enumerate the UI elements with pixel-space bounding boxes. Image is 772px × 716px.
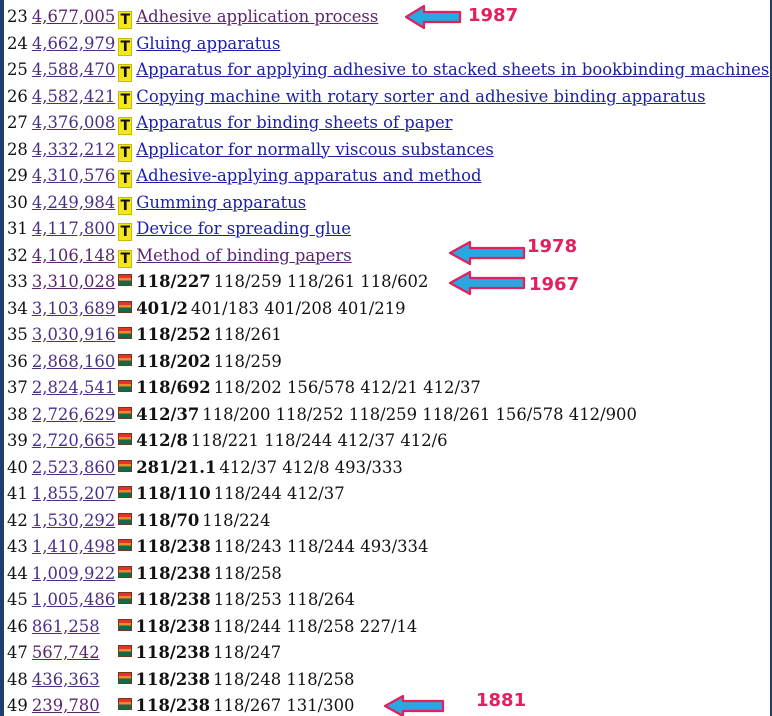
result-number: 24 — [7, 33, 28, 53]
image-document-icon[interactable] — [118, 645, 132, 657]
list-item — [7, 57, 769, 84]
list-item — [7, 31, 769, 58]
patent-title-link[interactable]: Apparatus for binding sheets of paper — [136, 113, 453, 132]
result-number: 31 — [7, 219, 28, 238]
other-classifications: 118/243 118/244 493/334 — [213, 537, 429, 556]
list-item — [7, 375, 769, 402]
patent-title-link[interactable]: Gumming apparatus — [136, 192, 307, 212]
text-document-icon[interactable]: T — [118, 64, 132, 82]
patent-number-link[interactable]: 1,009,922 — [31, 563, 116, 583]
patent-title-link[interactable]: Apparatus for applying adhesive to stacked sheets in bookbinding machines — [136, 60, 770, 79]
other-classifications: 412/37 412/8 493/333 — [219, 457, 403, 477]
patent-number-link[interactable]: 4,310,576 — [31, 166, 116, 185]
other-classifications: 118/224 — [202, 510, 271, 530]
image-document-icon[interactable] — [118, 672, 132, 684]
primary-classification: 412/8 — [136, 431, 188, 450]
result-number: 43 — [7, 537, 28, 556]
other-classifications: 118/259 — [213, 351, 282, 371]
other-classifications: 118/261 — [213, 325, 282, 344]
other-classifications: 401/183 401/208 401/219 — [190, 298, 406, 318]
image-document-icon[interactable] — [118, 592, 132, 604]
patent-title-link[interactable]: Gluing apparatus — [136, 33, 281, 53]
text-document-icon[interactable]: T — [118, 197, 132, 215]
result-number: 46 — [7, 616, 28, 636]
patent-number-link[interactable]: 2,726,629 — [31, 404, 116, 424]
text-document-icon[interactable]: T — [118, 223, 132, 241]
result-number: 23 — [7, 7, 28, 26]
primary-classification: 118/238 — [135, 616, 211, 636]
annotation-1987: 1987 — [468, 5, 519, 26]
image-document-icon[interactable] — [118, 433, 132, 445]
result-number: 37 — [7, 378, 28, 397]
image-document-icon[interactable] — [118, 301, 132, 313]
other-classifications: 118/248 118/258 — [213, 669, 355, 689]
patent-title-link[interactable]: Applicator for normally viscous substances — [136, 139, 494, 159]
other-classifications: 118/253 118/264 — [213, 590, 356, 609]
list-item — [7, 110, 769, 137]
image-document-icon[interactable] — [118, 407, 132, 419]
image-document-icon[interactable] — [118, 354, 132, 366]
patent-number-link[interactable]: 3,310,028 — [31, 272, 116, 291]
other-classifications: 118/200 118/252 118/259 118/261 156/578 412/900 — [202, 404, 637, 424]
result-number: 29 — [7, 166, 28, 185]
result-number: 45 — [7, 590, 28, 609]
result-number: 25 — [7, 60, 28, 79]
patent-title-link[interactable]: Copying machine with rotary sorter and adhesive binding apparatus — [136, 86, 706, 106]
list-item — [7, 137, 769, 164]
list-item — [7, 163, 769, 190]
patent-number-link[interactable]: 2,868,160 — [31, 351, 116, 371]
annotation-arrow-1978 — [448, 240, 528, 266]
result-number: 30 — [7, 192, 28, 212]
result-number: 35 — [7, 325, 28, 344]
list-item — [7, 349, 769, 376]
patent-number-link[interactable]: 2,824,541 — [31, 378, 116, 397]
image-document-icon[interactable] — [118, 698, 132, 710]
other-classifications: 118/259 118/261 118/602 — [213, 272, 429, 291]
text-document-icon[interactable]: T — [118, 117, 132, 135]
image-document-icon[interactable] — [118, 460, 132, 472]
other-classifications: 118/247 — [213, 643, 282, 662]
image-document-icon[interactable] — [118, 539, 132, 551]
result-number: 44 — [7, 563, 28, 583]
list-item — [7, 190, 769, 217]
patent-number-link[interactable]: 1,530,292 — [31, 510, 116, 530]
patent-number-link[interactable]: 4,249,984 — [31, 192, 116, 212]
result-number: 38 — [7, 404, 28, 424]
primary-classification: 412/37 — [136, 404, 200, 424]
annotation-1881: 1881 — [476, 690, 527, 711]
image-document-icon[interactable] — [118, 513, 132, 525]
patent-number-link[interactable]: 567,742 — [31, 643, 100, 662]
primary-classification: 118/252 — [136, 325, 211, 344]
list-item — [7, 508, 769, 535]
list-item — [7, 243, 769, 270]
result-number: 39 — [7, 431, 28, 450]
patent-number-link[interactable]: 4,376,008 — [31, 113, 116, 132]
primary-classification: 118/238 — [136, 537, 211, 556]
patent-results-list — [7, 4, 769, 716]
primary-classification: 118/238 — [135, 643, 211, 662]
primary-classification: 281/21.1 — [136, 457, 217, 477]
patent-number-link[interactable]: 436,363 — [31, 669, 100, 689]
result-number: 28 — [7, 139, 28, 159]
image-document-icon[interactable] — [118, 619, 132, 631]
annotation-1967: 1967 — [529, 274, 580, 295]
patent-number-link[interactable]: 4,662,979 — [31, 33, 116, 53]
image-document-icon[interactable] — [118, 486, 132, 498]
result-number: 26 — [7, 86, 28, 106]
patent-number-link[interactable]: 3,103,689 — [31, 298, 116, 318]
patent-title-link[interactable]: Adhesive application process — [136, 7, 379, 26]
patent-number-link[interactable]: 239,780 — [31, 696, 100, 715]
image-document-icon[interactable] — [118, 327, 132, 339]
text-document-icon[interactable]: T — [118, 250, 132, 268]
primary-classification: 118/202 — [136, 351, 211, 371]
primary-classification: 118/70 — [136, 510, 200, 530]
result-number: 36 — [7, 351, 28, 371]
patent-number-link[interactable]: 4,117,800 — [31, 219, 116, 238]
patent-number-link[interactable]: 2,523,860 — [31, 457, 116, 477]
list-item — [7, 640, 769, 667]
primary-classification: 118/227 — [136, 272, 211, 291]
list-item — [7, 667, 769, 694]
list-item — [7, 84, 769, 111]
text-document-icon[interactable]: T — [118, 170, 132, 188]
annotation-arrow-1987 — [404, 4, 464, 30]
patent-number-link[interactable]: 4,582,421 — [31, 86, 116, 106]
result-number: 48 — [7, 669, 28, 689]
other-classifications: 118/244 118/258 227/14 — [213, 616, 418, 636]
other-classifications: 118/202 156/578 412/21 412/37 — [213, 378, 481, 397]
other-classifications: 118/221 118/244 412/37 412/6 — [190, 431, 448, 450]
text-document-icon[interactable]: T — [118, 38, 132, 56]
patent-number-link[interactable]: 1,855,207 — [31, 484, 116, 503]
result-number: 32 — [7, 245, 28, 265]
primary-classification: 118/238 — [135, 669, 211, 689]
patent-number-link[interactable]: 861,258 — [31, 616, 100, 636]
primary-classification: 401/2 — [136, 298, 188, 318]
patent-title-link[interactable]: Device for spreading glue — [136, 219, 351, 238]
primary-classification: 118/238 — [136, 590, 211, 609]
list-item — [7, 402, 769, 429]
patent-number-link[interactable]: 1,410,498 — [31, 537, 116, 556]
primary-classification: 118/238 — [136, 563, 211, 583]
image-document-icon[interactable] — [118, 380, 132, 392]
result-number: 27 — [7, 113, 28, 132]
list-item — [7, 455, 769, 482]
patent-number-link[interactable]: 4,332,212 — [31, 139, 116, 159]
list-item — [7, 322, 769, 349]
other-classifications: 118/267 131/300 — [213, 696, 355, 715]
text-document-icon[interactable]: T — [118, 91, 132, 109]
patent-number-link[interactable]: 4,588,470 — [31, 60, 116, 79]
patent-number-link[interactable]: 1,005,486 — [31, 590, 116, 609]
results-panel — [4, 0, 770, 716]
text-document-icon[interactable]: T — [118, 11, 132, 29]
list-item — [7, 614, 769, 641]
annotation-arrow-1881 — [383, 694, 447, 716]
list-item — [7, 587, 769, 614]
result-number: 47 — [7, 643, 28, 662]
result-number: 40 — [7, 457, 28, 477]
text-document-icon[interactable]: T — [118, 144, 132, 162]
image-document-icon[interactable] — [118, 274, 132, 286]
primary-classification: 118/692 — [136, 378, 211, 397]
other-classifications: 118/244 412/37 — [213, 484, 345, 503]
patent-title-link[interactable]: Adhesive-applying apparatus and method — [136, 166, 482, 185]
list-item — [7, 269, 769, 296]
result-number: 34 — [7, 298, 28, 318]
result-number: 33 — [7, 272, 28, 291]
result-number: 49 — [7, 696, 28, 715]
list-item — [7, 534, 769, 561]
patent-number-link[interactable]: 4,106,148 — [31, 245, 116, 265]
list-item — [7, 4, 769, 31]
primary-classification: 118/238 — [135, 696, 211, 715]
result-number: 41 — [7, 484, 28, 503]
patent-title-link[interactable]: Method of binding papers — [136, 245, 352, 265]
list-item — [7, 481, 769, 508]
patent-number-link[interactable]: 2,720,665 — [31, 431, 116, 450]
primary-classification: 118/110 — [136, 484, 211, 503]
patent-number-link[interactable]: 3,030,916 — [31, 325, 116, 344]
annotation-arrow-1967 — [448, 270, 528, 296]
list-item — [7, 216, 769, 243]
list-item — [7, 296, 769, 323]
annotation-1978: 1978 — [527, 236, 578, 257]
patent-number-link[interactable]: 4,677,005 — [31, 7, 116, 26]
list-item — [7, 428, 769, 455]
result-number: 42 — [7, 510, 28, 530]
other-classifications: 118/258 — [213, 563, 282, 583]
image-document-icon[interactable] — [118, 566, 132, 578]
list-item — [7, 561, 769, 588]
